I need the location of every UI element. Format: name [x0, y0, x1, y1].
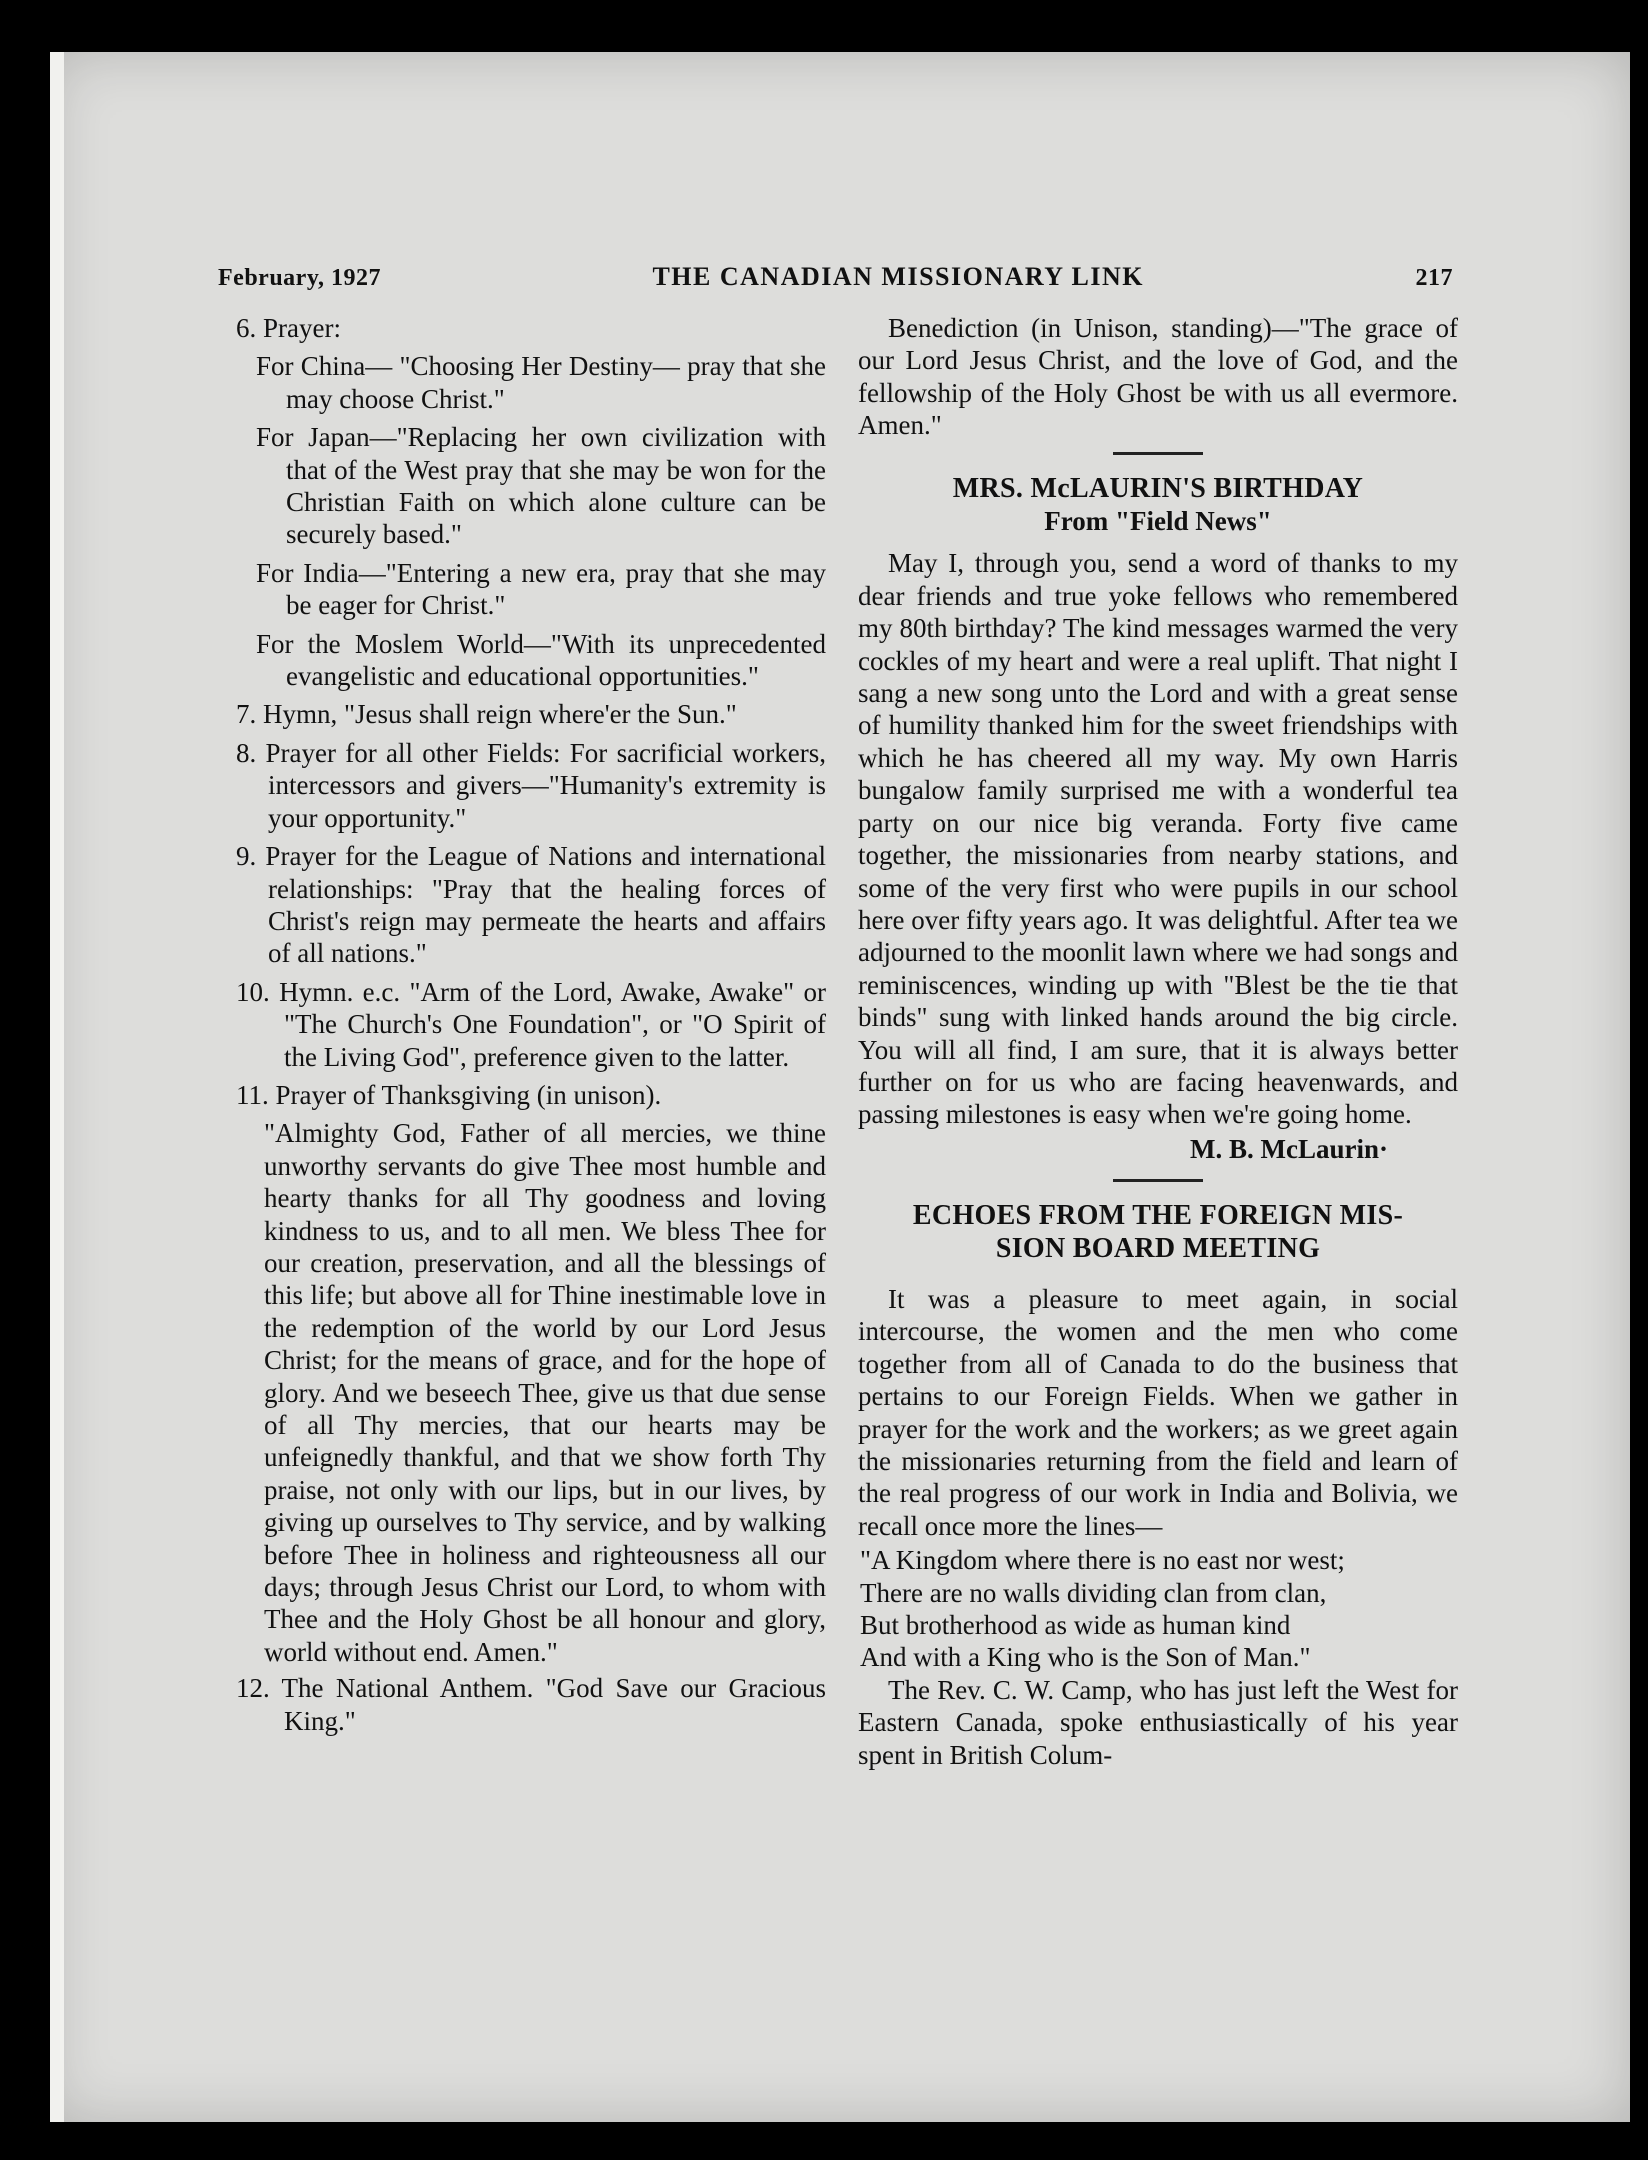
poem-line: There are no walls dividing clan from clan, — [860, 1577, 1327, 1608]
section-divider — [1113, 1179, 1203, 1182]
poem-line: But brotherhood as wide as human kind — [860, 1610, 1291, 1641]
thanksgiving-prayer: "Almighty God, Father of all mercies, we thine unworthy servants do give Thee most humble and hearty thanks for all Thy goodness and loving kindness to us, and to all men. We bless Thee for our creation, preservation, and all the blessings of this life; but above all for Thine inestimable love in the redemption of the world by our Lord Jesus Christ; for the means of grace, and for the hope of glory. And we beseech Thee, give us that due sense of all Thy mercies, that our hearts may be unfeignedly thankful, and that we show forth Thy praise, not only with our lips, but in our lives, by giving up ourselves to Thy service, and by walking before Thee in holiness and righteousness all our days; through Jesus Christ our Lord, to whom with Thee and the Holy Ghost be all honour and glory, world without end. Amen." — [264, 1118, 826, 1667]
right-column — [858, 312, 1458, 1773]
article-body: It was a pleasure to meet again, in social intercourse, the women and the men who come together from all of Canada to do the business that pertains to our Foreign Fields. When we gather in prayer for the work and the workers; as we greet again the missionaries returning from the field and learn of the real progress of our work in India and Bolivia, we recall once more the lines— — [858, 1283, 1458, 1541]
item-6-label: 6. Prayer: — [236, 313, 341, 343]
article-title-line-1: ECHOES FROM THE FOREIGN MIS- — [912, 1200, 1404, 1232]
running-header — [218, 262, 1453, 292]
article-continuation: The Rev. C. W. Camp, who has just left the West for Eastern Canada, spoke enthusiastically of his year spent in British Colum- — [858, 1674, 1458, 1770]
page-gutter — [50, 52, 64, 2122]
prayer-japan: For Japan—"Replacing her own civilization with that of the West pray that she may be won for the Christian Faith on which alone culture can be securely based." — [256, 422, 826, 550]
prayer-china: For China— "Choosing Her Destiny— pray that she may choose Christ." — [256, 351, 826, 414]
item-9: 9. Prayer for the League of Nations and international relationships: "Pray that the healing forces of Christ's reign may permeate the hearts and affairs of all nations." — [236, 841, 826, 969]
page-number: 217 — [1415, 265, 1453, 291]
benediction: Benediction (in Unison, standing)—"The grace of our Lord Jesus Christ, and the love of God, and the fellowship of the Holy Ghost be with us all evermore. Amen." — [858, 313, 1458, 441]
item-7: 7. Hymn, "Jesus shall reign where'er the Sun." — [236, 699, 737, 730]
article-title: MRS. McLAURIN'S BIRTHDAY — [952, 472, 1364, 504]
prayer-moslem-world: For the Moslem World—"With its unprecedented evangelistic and educational opportunities." — [256, 628, 826, 692]
left-column — [236, 312, 826, 1743]
poem-line: And with a King who is the Son of Man." — [860, 1642, 1311, 1673]
article-body: May I, through you, send a word of thanks to my dear friends and true yoke fellows who remembered my 80th birthday? The kind messages warmed the very cockles of my heart and were a real uplift. That night I sang a new song unto the Lord and with a great sense of humility thanked him for the sweet friendships with which he has cheered all my way. My own Harris bungalow family surprised me with a wonderful tea party on our nice big veranda. Forty five came together, the missionaries from nearby stations, and some of the very first who were pupils in our school here over fifty years ago. It was delightful. After tea we adjourned to the moonlit lawn where we had songs and reminiscences, winding up with "Blest be the tie that binds" sung with linked hands around the big circle. You will all find, I am sure, that it is always better further on for us who are facing heavenwards, and passing milestones is easy when we're going home. — [858, 548, 1458, 1130]
prayer-india: For India—"Entering a new era, pray that she may be eager for Christ." — [256, 557, 826, 621]
article-title-line-2: SION BOARD MEETING — [995, 1232, 1321, 1264]
poem-line: "A Kingdom where there is no east nor west; — [860, 1545, 1345, 1576]
item-12: 12. The National Anthem. "God Save our Gracious King." — [236, 1673, 826, 1736]
signature: M. B. McLaurin· — [1190, 1133, 1388, 1164]
header-date: February, 1927 — [218, 265, 381, 291]
item-11: 11. Prayer of Thanksgiving (in unison). — [236, 1079, 662, 1110]
header-title: THE CANADIAN MISSIONARY LINK — [652, 262, 1145, 291]
item-8: 8. Prayer for all other Fields: For sacrificial workers, intercessors and givers—"Humanity's extremity is your opportunity." — [236, 737, 826, 833]
section-divider — [1113, 452, 1203, 455]
article-subtitle: From "Field News" — [1044, 506, 1272, 537]
item-10: 10. Hymn. e.c. "Arm of the Lord, Awake, Awake" or "The Church's One Foundation", or "O Spirit of the Living God", preference given to the latter. — [236, 976, 826, 1072]
